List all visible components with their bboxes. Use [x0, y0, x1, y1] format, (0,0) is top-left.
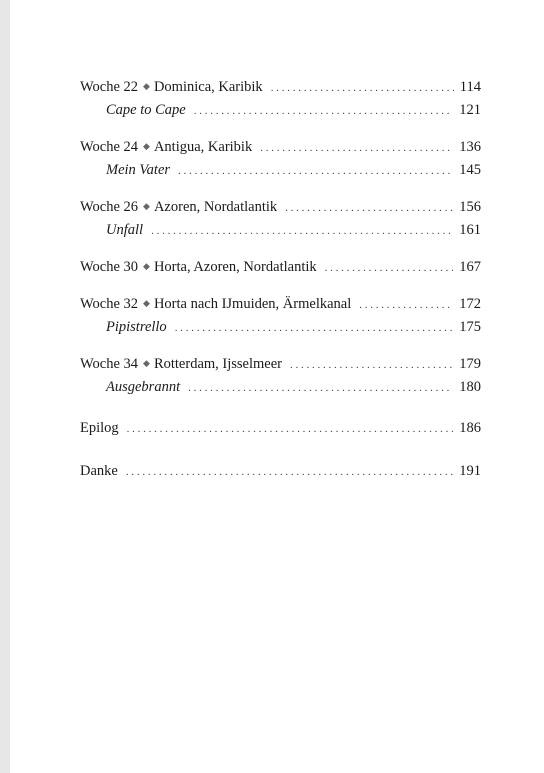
toc-page-number: 121: [459, 102, 481, 118]
toc-place: Antigua, Karibik: [153, 139, 253, 155]
toc-page-number: 156: [459, 199, 481, 215]
toc-entry-week-22[interactable]: [80, 76, 481, 99]
dot-leader: [178, 160, 453, 182]
diamond-icon: ◆: [143, 81, 150, 91]
toc-page-number: 167: [459, 259, 481, 275]
toc-entry-epilog[interactable]: [80, 417, 481, 440]
toc-week: Woche 24: [80, 139, 139, 155]
dot-leader: [290, 354, 453, 376]
dot-leader: [359, 294, 453, 316]
toc-page-number: 186: [459, 420, 481, 436]
toc-group-week-24: [80, 136, 481, 182]
toc-subentry-cape-to-cape[interactable]: [80, 99, 481, 122]
toc-group-danke: [80, 460, 481, 483]
toc-group-week-22: [80, 76, 481, 122]
toc-week: Woche 34: [80, 356, 139, 372]
toc-place: Horta nach IJmuiden, Ärmelkanal: [153, 296, 352, 312]
toc-page-number: 191: [459, 463, 481, 479]
toc-subtitle: Pipistrello: [106, 319, 167, 335]
table-of-contents: [80, 76, 481, 497]
page-edge-strip: [0, 0, 10, 773]
toc-page-number: 175: [459, 319, 481, 335]
dot-leader: [188, 377, 453, 399]
toc-week: Woche 30: [80, 259, 139, 275]
toc-entry-week-30[interactable]: [80, 256, 481, 279]
toc-subtitle: Mein Vater: [106, 162, 171, 178]
toc-title: Epilog: [80, 420, 119, 436]
toc-subtitle: Unfall: [106, 222, 144, 238]
toc-subtitle: Ausgebrannt: [106, 379, 181, 395]
diamond-icon: ◆: [143, 201, 150, 211]
toc-week: Woche 26: [80, 199, 139, 215]
toc-week: Woche 32: [80, 296, 139, 312]
dot-leader: [175, 317, 454, 339]
toc-page-number: 145: [459, 162, 481, 178]
toc-place: Rotterdam, Ijsselmeer: [153, 356, 282, 372]
dot-leader: [271, 77, 454, 99]
toc-group-week-30: [80, 256, 481, 279]
diamond-icon: ◆: [143, 261, 150, 271]
dot-leader: [126, 461, 453, 483]
toc-group-epilog: [80, 417, 481, 440]
diamond-icon: ◆: [143, 141, 150, 151]
dot-leader: [194, 100, 454, 122]
toc-place: Horta, Azoren, Nordatlantik: [153, 259, 317, 275]
dot-leader: [260, 137, 453, 159]
toc-group-week-34: [80, 353, 481, 399]
toc-entry-week-32[interactable]: [80, 293, 481, 316]
toc-place: Azoren, Nordatlantik: [153, 199, 278, 215]
toc-subentry-ausgebrannt[interactable]: [80, 376, 481, 399]
toc-entry-week-34[interactable]: [80, 353, 481, 376]
dot-leader: [127, 418, 454, 440]
dot-leader: [151, 220, 453, 242]
toc-week: Woche 22: [80, 79, 139, 95]
toc-page-number: 172: [459, 296, 481, 312]
toc-group-week-26: [80, 196, 481, 242]
dot-leader: [285, 197, 453, 219]
toc-entry-danke[interactable]: [80, 460, 481, 483]
toc-page-number: 136: [459, 139, 481, 155]
toc-page-number: 161: [459, 222, 481, 238]
toc-place: Dominica, Karibik: [153, 79, 263, 95]
toc-entry-week-26[interactable]: [80, 196, 481, 219]
toc-subtitle: Cape to Cape: [106, 102, 186, 118]
toc-subentry-pipistrello[interactable]: [80, 316, 481, 339]
toc-title: Danke: [80, 463, 118, 479]
toc-subentry-mein-vater[interactable]: [80, 159, 481, 182]
diamond-icon: ◆: [143, 358, 150, 368]
toc-page-number: 180: [459, 379, 481, 395]
diamond-icon: ◆: [143, 298, 150, 308]
toc-page-number: 114: [459, 79, 481, 95]
dot-leader: [325, 257, 454, 279]
toc-page-number: 179: [459, 356, 481, 372]
toc-entry-week-24[interactable]: [80, 136, 481, 159]
toc-group-week-32: [80, 293, 481, 339]
toc-subentry-unfall[interactable]: [80, 219, 481, 242]
